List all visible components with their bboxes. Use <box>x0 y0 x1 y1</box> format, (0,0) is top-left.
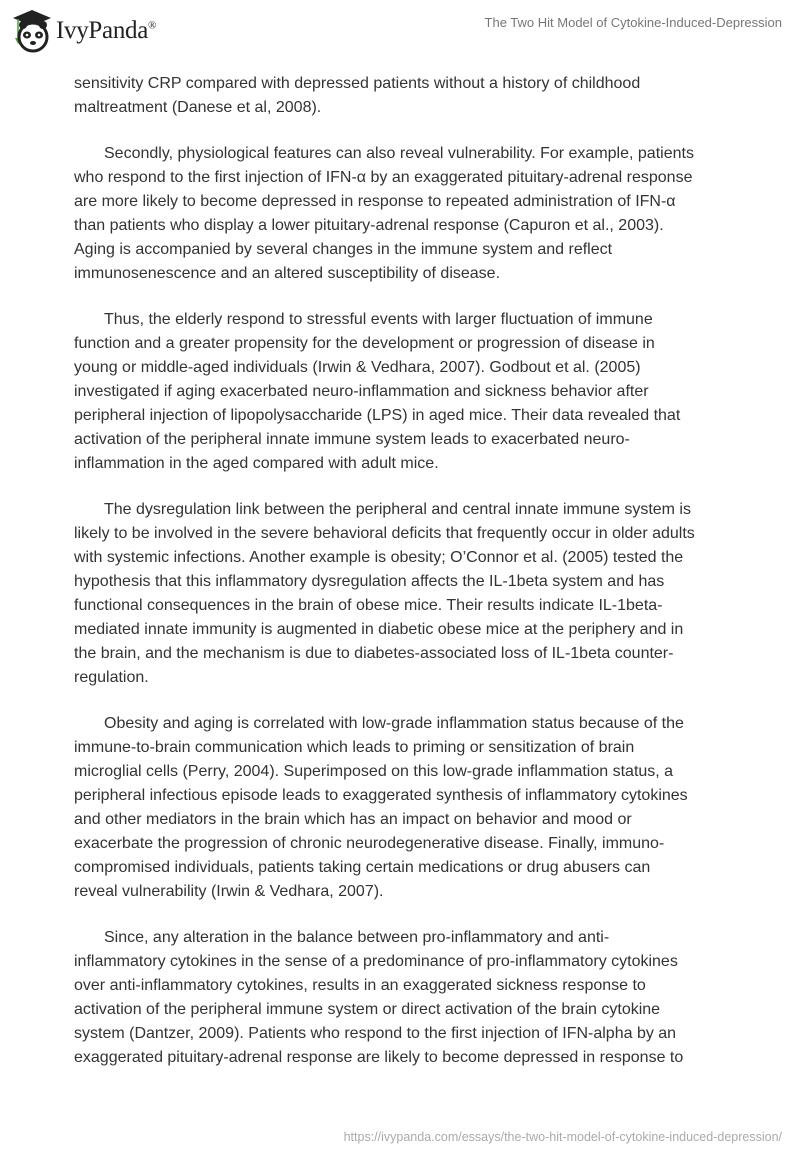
registered-mark: ® <box>148 19 157 32</box>
paragraph-line: The dysregulation link between the peripheral and central innate immune system is <box>104 501 691 518</box>
paragraph-line: over anti-inflammatory cytokines, results in an exaggerated sickness response to <box>74 977 646 994</box>
paragraph-line: reveal vulnerability (Irwin & Vedhara, 2007). <box>74 883 384 900</box>
paragraph-line: young or middle-aged individuals (Irwin & Vedhara, 2007). Godbout et al. (2005) <box>74 359 641 376</box>
paragraph-line: sensitivity CRP compared with depressed patients without a history of childhood <box>74 75 641 92</box>
paragraph-line: function and a greater propensity for the development or progression of disease in <box>74 335 655 352</box>
paragraph-line: exaggerated pituitary-adrenal response are likely to become depressed in response to <box>74 1049 684 1066</box>
document-title: The Two Hit Model of Cytokine-Induced-Depression <box>484 15 782 30</box>
paragraph-line: activation of the peripheral innate immune system leads to exacerbated neuro- <box>74 431 630 448</box>
paragraph-line: Secondly, physiological features can also reveal vulnerability. For example, patients <box>104 145 694 162</box>
essay-body <box>74 72 734 1092</box>
paragraph-line: Aging is accompanied by several changes in the immune system and reflect <box>74 241 613 258</box>
paragraph <box>74 142 734 286</box>
paragraph-line: with systemic infections. Another example is obesity; O’Connor et al. (2005) tested the <box>74 549 684 566</box>
paragraph-line: Since, any alteration in the balance between pro-inflammatory and anti- <box>104 929 610 946</box>
paragraph-line: functional consequences in the brain of obese mice. Their results indicate IL-1beta- <box>74 597 663 614</box>
paragraph-line: mediated innate immunity is augmented in diabetic obese mice at the periphery and in <box>74 621 684 638</box>
paragraph <box>74 308 734 476</box>
paragraph-line: regulation. <box>74 669 149 686</box>
paragraph-line: investigated if aging exacerbated neuro-inflammation and sickness behavior after <box>74 383 649 400</box>
paragraph-line: exacerbate the progression of chronic neurodegenerative disease. Finally, immuno- <box>74 835 665 852</box>
ivypanda-logo[interactable] <box>12 8 156 54</box>
paragraph-line: Obesity and aging is correlated with low-grade inflammation status because of the <box>104 715 684 732</box>
paragraph-line: peripheral infectious episode leads to exaggerated synthesis of inflammatory cytokines <box>74 787 688 804</box>
paragraph-line: microglial cells (Perry, 2004). Superimposed on this low-grade inflammation status, a <box>74 763 674 780</box>
paragraph <box>74 498 734 690</box>
paragraph-line: and other mediators in the brain which has an impact on behavior and mood or <box>74 811 632 828</box>
paragraph-line: Thus, the elderly respond to stressful events with larger fluctuation of immune <box>104 311 653 328</box>
paragraph-line: who respond to the first injection of IFN-α by an exaggerated pituitary-adrenal response <box>74 169 693 186</box>
paragraph-line: hypothesis that this inflammatory dysregulation affects the IL-1beta system and has <box>74 573 665 590</box>
paragraph <box>74 926 734 1070</box>
paragraph-line: system (Dantzer, 2009). Patients who respond to the first injection of IFN-alpha by an <box>74 1025 677 1042</box>
paragraph-line: than patients who display a lower pituitary-adrenal response (Capuron et al., 2003). <box>74 217 664 234</box>
source-url[interactable]: https://ivypanda.com/essays/the-two-hit-model-of-cytokine-induced-depression/ <box>343 1130 782 1144</box>
brand-text: IvyPanda <box>56 17 149 44</box>
paragraph-line: inflammatory cytokines in the sense of a predominance of pro-inflammatory cytokines <box>74 953 678 970</box>
paragraph <box>74 72 734 120</box>
brand-name <box>56 17 156 45</box>
paragraph-line: maltreatment (Danese et al, 2008). <box>74 99 322 116</box>
paragraph-line: the brain, and the mechanism is due to diabetes-associated loss of IL-1beta counter- <box>74 645 674 662</box>
paragraph-line: likely to be involved in the severe behavioral deficits that frequently occur in older adults <box>74 525 695 542</box>
panda-graduate-icon <box>12 8 52 54</box>
paragraph-line: immunosenescence and an altered susceptibility of disease. <box>74 265 501 282</box>
paragraph-line: activation of the peripheral immune system or direct activation of the brain cytokine <box>74 1001 661 1018</box>
paragraph-line: immune-to-brain communication which leads to priming or sensitization of brain <box>74 739 635 756</box>
paragraph-line: peripheral injection of lipopolysaccharide (LPS) in aged mice. Their data revealed that <box>74 407 681 424</box>
paragraph <box>74 712 734 904</box>
paragraph-line: compromised individuals, patients taking certain medications or drug abusers can <box>74 859 651 876</box>
paragraph-line: are more likely to become depressed in response to repeated administration of IFN-α <box>74 193 676 210</box>
paragraph-line: inflammation in the aged compared with adult mice. <box>74 455 439 472</box>
